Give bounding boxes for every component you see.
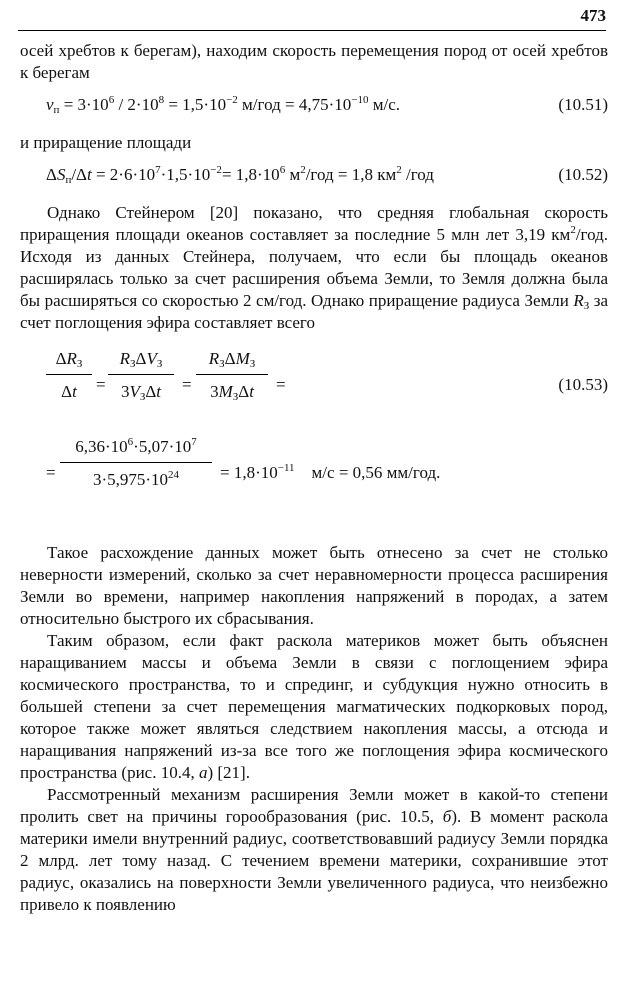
fraction-dR-dt: $\Delta R_З$ Δt xyxy=(46,348,92,403)
paragraph-2: и приращение площади xyxy=(20,133,192,152)
paragraph-4: Такое расхождение данных может быть отнесено за счет не столько неверности измерений, сколько за счет неравномерности процесса расширения Земли во времени, например накопления напряжений в породах, а затем относительно быстрого их сбрасывания. xyxy=(20,543,608,628)
equation-10-53-result: = $1,8\cdot 10^{-11}$ м/с = 0,56 мм/год. xyxy=(220,462,441,482)
paragraph-3: Однако Стейнером [20] показано, что средняя глобальная скорость приращения площади океанов составляет за последние 5 млн лет 3,19 $км^2$/год. Исходя из данных Стейнера, получаем, что если бы площадь океанов расширялась только за счет расширения объема Земли, то Земля должна была бы расширяться со скоростью 2 см/год. Однако приращение радиуса Земли $R_З$ за счет поглощения эфира составляет всего xyxy=(20,203,609,332)
fraction-numeric: $6,36\cdot 10^6\cdot 5,07\cdot 10^7$ $3\cdot 5,975\cdot 10^{24}$ xyxy=(60,436,212,491)
equation-10-53: $\Delta R_З$ Δt = $R_З\Delta V_З$ $3V_З\Delta t$ = $R_З\Delta M_З$ $3M_З\Delta t$ = (10.53) = $6,36\cdot 10^6\cdot 5,07\cdot 10^7$ $3\cdot 5,975\cdot 10^{24}$ = $1,8\cdot 10^{-11}$ м/с = 0,56 мм/год. xyxy=(46,349,608,489)
equation-10-52-formula: $\Delta S_п/\Delta t = 2\cdot 6\cdot 10^7\cdot 1,5\cdot 10^{-2}= 1,8\cdot 10^6$ $м^2$/год = 1,8 $км^2$ /год xyxy=(46,164,434,186)
header-rule xyxy=(18,30,606,31)
fraction-RdV: $R_З\Delta V_З$ $3V_З\Delta t$ xyxy=(108,348,174,403)
equation-number: (10.51) xyxy=(558,95,608,114)
paragraph-6: Рассмотренный механизм расширения Земли может в какой-то степени пролить свет на причины горообразования (рис. 10.5, б). В момент раскола материки имели внутренний радиус, соответствовавший радиусу Земли порядка 2 млрд. лет тому назад. С течением времени материки, сохранившие этот радиус, оказались на поверхности Земли увеличенного радиуса, что неизбежно привело к появлению xyxy=(20,785,608,914)
equation-10-52 xyxy=(20,154,608,202)
page-number: 473 xyxy=(580,6,606,25)
equation-10-51 xyxy=(20,84,608,132)
equation-number: (10.53) xyxy=(558,375,608,394)
fraction-RdM: $R_З\Delta M_З$ $3M_З\Delta t$ xyxy=(196,348,268,403)
page-body xyxy=(20,40,608,916)
paragraph-1: осей хребтов к берегам), находим скорость перемещения пород от осей хребтов к берегам xyxy=(20,41,608,82)
equation-number: (10.52) xyxy=(558,165,608,184)
equation-10-51-formula: $v_п = 3\cdot 10^6 / 2\cdot 10^8 = 1,5\cdot 10^{-2}$ $м/год = 4,75\cdot 10^{-10}$ м/с. xyxy=(46,94,400,116)
paragraph-5: Таким образом, если факт раскола материков может быть объяснен наращиванием массы и объема Земли в связи с поглощением эфира космического пространства, то и спрединг, и субдукция нужно относить в большей степени за счет перемещения магматических подкорковых пород, которое также может являться следствием накопления массы, а отсюда и наращивания напряжений из-за все того же поглощения эфира космического пространства (рис. 10.4, а) [21]. xyxy=(20,631,608,782)
